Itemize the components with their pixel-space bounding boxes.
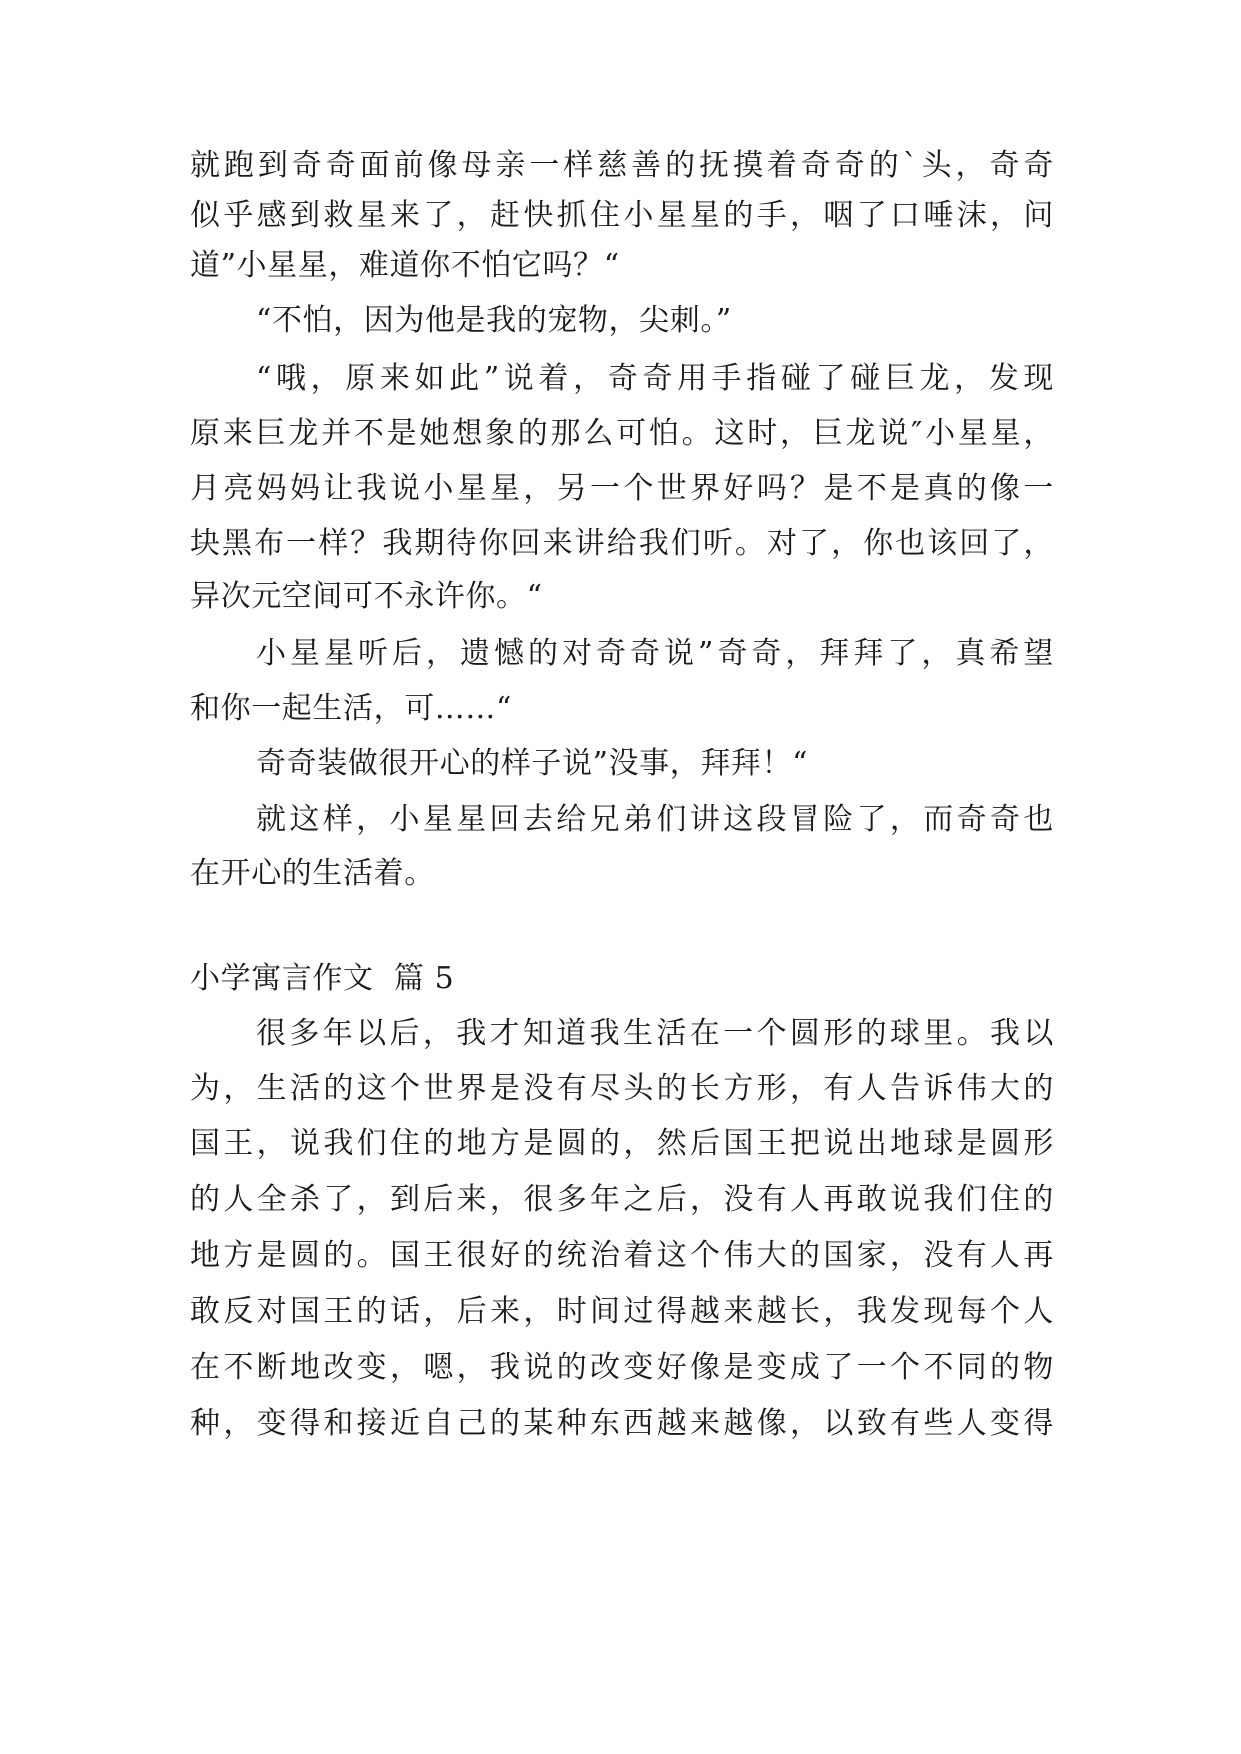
text-line: 道”小星星，难道你不怕它吗？“ <box>190 248 620 283</box>
section-heading: 小学寓言作文 篇 5 <box>190 961 455 996</box>
text-line: “不怕，因为他是我的宠物，尖刺。” <box>256 303 732 338</box>
text-line: 在开心的生活着。 <box>190 856 435 891</box>
text-line: 块黑布一样？我期待你回来讲给我们听。对了，你也该回了， <box>190 526 1054 561</box>
text-line: 地方是圆的。国王很好的统治着这个伟大的国家，没有人再 <box>190 1238 1054 1273</box>
text-line: 为，生活的这个世界是没有尽头的长方形，有人告诉伟大的 <box>190 1071 1054 1106</box>
text-line: “哦，原来如此”说着，奇奇用手指碰了碰巨龙，发现 <box>256 361 1054 396</box>
text-line: 似乎感到救星来了，赶快抓住小星星的手，咽了口唾沫，问 <box>190 198 1054 233</box>
text-line: 小星星听后，遗憾的对奇奇说”奇奇，拜拜了，真希望 <box>256 636 1054 671</box>
text-line: 在不断地改变，嗯，我说的改变好像是变成了一个不同的物 <box>190 1350 1054 1385</box>
text-line: 和你一起生活，可……“ <box>190 691 512 726</box>
text-line: 很多年以后，我才知道我生活在一个圆形的球里。我以 <box>256 1016 1054 1051</box>
text-line: 就跑到奇奇面前像母亲一样慈善的抚摸着奇奇的`头，奇奇 <box>190 148 1054 183</box>
text-line: 就这样，小星星回去给兄弟们讲这段冒险了，而奇奇也 <box>256 802 1054 837</box>
text-line: 原来巨龙并不是她想象的那么可怕。这时，巨龙说″小星星， <box>190 416 1054 451</box>
text-line: 异次元空间可不永许你。“ <box>190 579 543 614</box>
text-line: 月亮妈妈让我说小星星，另一个世界好吗？是不是真的像一 <box>190 471 1054 506</box>
text-line: 国王，说我们住的地方是圆的，然后国王把说出地球是圆形 <box>190 1126 1054 1161</box>
text-line: 的人全杀了，到后来，很多年之后，没有人再敢说我们住的 <box>190 1182 1054 1217</box>
text-line: 奇奇装做很开心的样子说”没事，拜拜！“ <box>256 746 809 781</box>
text-line: 敢反对国王的话，后来，时间过得越来越长，我发现每个人 <box>190 1294 1054 1329</box>
text-line: 种，变得和接近自己的某种东西越来越像，以致有些人变得 <box>190 1406 1054 1441</box>
